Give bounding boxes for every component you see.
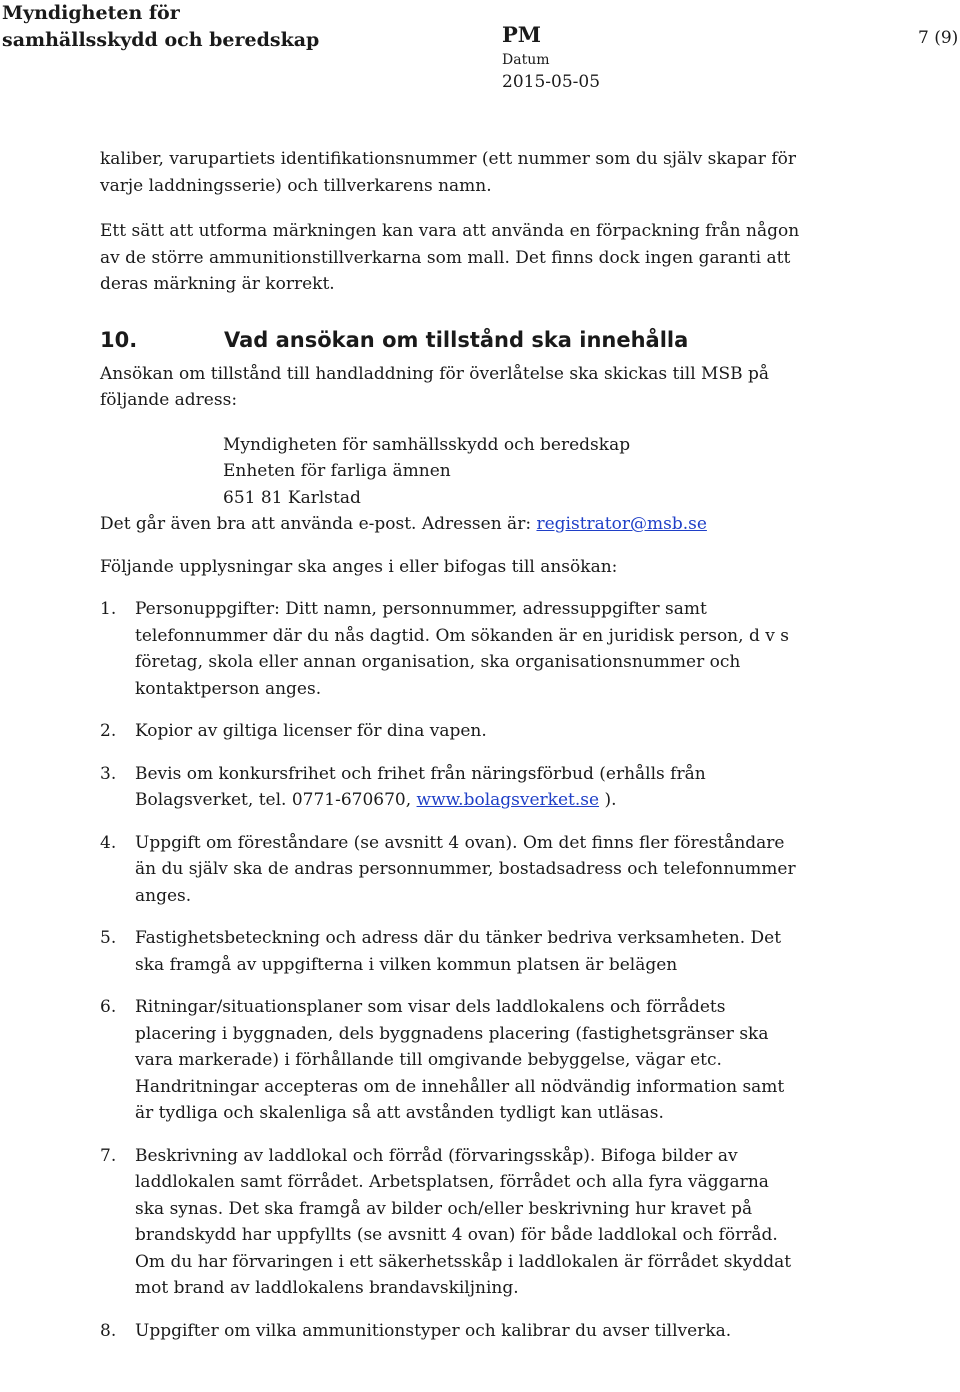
section-heading	[100, 323, 800, 357]
bolagsverket-link[interactable]: www.bolagsverket.se	[416, 790, 600, 810]
document-body	[100, 146, 800, 1360]
address-line-org: Myndigheten för samhällsskydd och beredskap	[223, 434, 631, 455]
list-item	[100, 761, 800, 814]
org-name-line-2: samhällsskydd och beredskap	[2, 29, 320, 51]
list-item-number: 2.	[100, 721, 117, 741]
email-text: Det går även bra att använda e-post. Adressen är:	[100, 514, 537, 534]
list-item-number: 8.	[100, 1320, 117, 1341]
intro-paragraph-2: Ett sätt att utforma märkningen kan vara att använda en förpackning från någon av de större ammunitionstillverkarna som mall. Det finns dock ingen garanti att deras märkning är korrekt.	[100, 221, 800, 294]
list-item-text	[135, 761, 800, 814]
document-date: 2015-05-05	[502, 72, 601, 92]
list-item-text-before: Bevis om konkursfrihet och frihet från näringsförbud (erhålls från Bolagsverket, tel. 0771-670670,	[135, 763, 706, 810]
list-item-text: Uppgifter om vilka ammunitionstyper och kalibrar du avser tillverka.	[135, 1320, 732, 1341]
list-item	[100, 994, 800, 1127]
list-item-text: Ritningar/situationsplaner som visar dels laddlokalens och förrådets placering i byggnaden, dels byggnadens placering (fastighetsgränser ska vara markerade) i förhållande till omgivande bebyggelse, vägar etc. Handritningar accepteras om de innehåller all nödvändig information samt är tydliga och skalenliga så att avstånden tydligt kan utläsas.	[135, 997, 785, 1123]
list-item-text: Uppgift om föreståndare (se avsnitt 4 ovan). Om det finns fler föreståndare än du själv ska de andras personnummer, bostadsadress och telefonnummer anges.	[135, 832, 796, 906]
intro-paragraph-1: kaliber, varupartiets identifikationsnummer (ett nummer som du själv skapar för varje laddningsserie) och tillverkarens namn.	[100, 149, 796, 196]
list-item-text-after: ).	[599, 790, 617, 810]
list-item-text: Beskrivning av laddlokal och förråd (förvaringsskåp). Bifoga bilder av laddlokalen samt förrådet. Arbetsplatsen, förrådet och alla fyra väggarna ska synas. Det ska framgå av bilder och/eller beskrivning hur kravet på brandskydd har uppfyllts (se avsnitt 4 ovan) för både laddlokal och förråd. Om du har förvaringen i ett säkerhetsskåp i laddlokalen är förrådet skyddat mot brand av laddlokalens brandavskiljning.	[135, 1145, 792, 1298]
list-item-number: 5.	[100, 928, 117, 948]
address-block	[100, 432, 800, 512]
list-item-number: 7.	[100, 1145, 117, 1166]
list-item-number: 6.	[100, 997, 117, 1017]
email-link[interactable]: registrator@msb.se	[536, 514, 707, 534]
list-item-number: 4.	[100, 832, 117, 853]
list-intro: Följande upplysningar ska anges i eller bifogas till ansökan:	[100, 556, 618, 577]
list-item-text: Personuppgifter: Ditt namn, personnummer, adressuppgifter samt telefonnummer där du nås dagtid. Om sökanden är en juridisk person, d v s företag, skola eller annan organisation, ska organisationsnummer och kontaktperson anges.	[135, 599, 789, 699]
list-item-number: 3.	[100, 763, 117, 784]
list-item	[100, 925, 800, 978]
list-item-text: Fastighetsbeteckning och adress där du tänker bedriva verksamheten. Det ska framgå av uppgifterna i vilken kommun platsen är belägen	[135, 928, 782, 975]
list-item	[100, 1318, 800, 1345]
list-item	[100, 596, 800, 702]
section-title: Vad ansökan om tillstånd ska innehålla	[224, 327, 689, 352]
document-type: PM	[502, 22, 542, 47]
requirements-list	[100, 596, 800, 1344]
list-item-number: 1.	[100, 599, 117, 619]
section-lead: Ansökan om tillstånd till handladdning för överlåtelse ska skickas till MSB på följande adress:	[100, 363, 770, 410]
header-organization	[2, 0, 319, 54]
list-item	[100, 830, 800, 910]
org-name-line-1: Myndigheten för	[2, 2, 180, 24]
list-item-text: Kopior av giltiga licenser för dina vapen.	[135, 721, 487, 741]
page-number: 7 (9)	[918, 28, 959, 48]
address-line-postal: 651 81 Karlstad	[223, 487, 361, 508]
address-line-unit: Enheten för farliga ämnen	[223, 461, 451, 481]
section-number: 10.	[100, 327, 138, 352]
list-item	[100, 718, 800, 745]
list-item	[100, 1143, 800, 1302]
email-paragraph	[100, 511, 800, 538]
date-label: Datum	[502, 52, 550, 68]
